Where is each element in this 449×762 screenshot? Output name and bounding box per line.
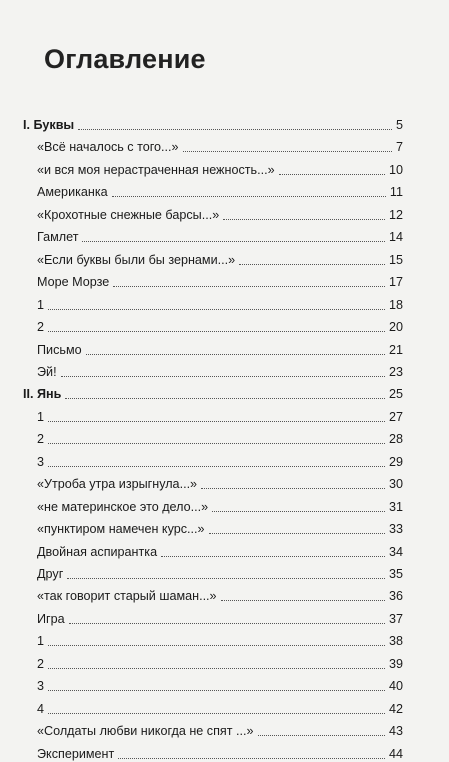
toc-entry-label: «пунктиром намечен курс...»: [37, 522, 205, 536]
toc-entry-label: «не материнское это дело...»: [37, 500, 209, 514]
dot-leader: [279, 174, 385, 175]
toc-entry-label: Друг: [37, 567, 64, 581]
dot-leader: [113, 286, 385, 287]
toc-entry-label: «Всё началось с того...»: [37, 140, 179, 154]
toc-entry-label: «Крохотные снежные барсы...»: [37, 208, 220, 222]
dot-leader: [48, 443, 385, 444]
toc-entry: [37, 679, 403, 694]
dot-leader: [48, 421, 385, 422]
toc-part-entry: [23, 387, 403, 402]
dot-leader: [82, 241, 385, 242]
toc-page-number: 5: [395, 118, 403, 132]
toc-page-number: 20: [388, 320, 403, 334]
toc-page-number: 35: [388, 567, 403, 581]
toc-page-number: 30: [388, 477, 403, 491]
toc-entry: [37, 702, 403, 717]
toc-entry: [37, 522, 403, 537]
toc-page-number: 40: [388, 679, 403, 693]
dot-leader: [69, 623, 385, 624]
toc-page-number: 10: [388, 163, 403, 177]
dot-leader: [223, 219, 385, 220]
toc-entry: [37, 343, 403, 358]
toc-entry-label: 2: [37, 432, 45, 446]
dot-leader: [65, 398, 385, 399]
dot-leader: [161, 556, 385, 557]
dot-leader: [201, 488, 385, 489]
toc-entry-label: 2: [37, 320, 45, 334]
toc-page-number: 44: [388, 747, 403, 761]
toc-entry: [37, 545, 403, 560]
dot-leader: [221, 600, 385, 601]
toc-entry-label: 1: [37, 634, 45, 648]
toc-page-number: 21: [388, 343, 403, 357]
toc-entry: [37, 298, 403, 313]
toc-page-number: 7: [395, 140, 403, 154]
toc-entry: [37, 410, 403, 425]
toc-entry-label: Письмо: [37, 343, 82, 357]
toc-entry-label: Эй!: [37, 365, 57, 379]
toc-entry-label: «так говорит старый шаман...»: [37, 589, 217, 603]
toc-entry-label: 3: [37, 679, 45, 693]
dot-leader: [239, 264, 385, 265]
dot-leader: [67, 578, 385, 579]
toc-entry: [37, 163, 403, 178]
dot-leader: [48, 668, 385, 669]
dot-leader: [209, 533, 385, 534]
toc-page-number: 15: [388, 253, 403, 267]
toc-page-number: 18: [388, 298, 403, 312]
dot-leader: [118, 758, 385, 759]
toc-entry-label: «Утроба утра изрыгнула...»: [37, 477, 198, 491]
toc-entry: [37, 612, 403, 627]
toc-entry-label: II. Янь: [23, 387, 62, 401]
toc-page-number: 28: [388, 432, 403, 446]
toc-entry-label: Эксперимент: [37, 747, 115, 761]
toc-entry-label: Игра: [37, 612, 65, 626]
toc-page-number: 12: [388, 208, 403, 222]
dot-leader: [86, 354, 385, 355]
toc-entry: [37, 365, 403, 380]
toc-entry-label: 1: [37, 410, 45, 424]
toc-page-number: 25: [388, 387, 403, 401]
toc-entry-label: «Солдаты любви никогда не спят ...»: [37, 724, 254, 738]
toc-entry-label: Американка: [37, 185, 108, 199]
toc-entry: [37, 657, 403, 672]
toc-entry: [37, 208, 403, 223]
toc-page-number: 38: [388, 634, 403, 648]
toc-entry-label: 3: [37, 455, 45, 469]
dot-leader: [48, 690, 385, 691]
toc-entry: [37, 455, 403, 470]
dot-leader: [48, 645, 385, 646]
toc-page-number: 14: [388, 230, 403, 244]
toc-entry: [37, 275, 403, 290]
dot-leader: [48, 466, 385, 467]
toc-page-number: 34: [388, 545, 403, 559]
toc-entry: [37, 634, 403, 649]
toc-entry: [37, 320, 403, 335]
toc-entry: [37, 589, 403, 604]
dot-leader: [183, 151, 392, 152]
toc-page-number: 27: [388, 410, 403, 424]
dot-leader: [78, 129, 392, 130]
toc-page-number: 33: [388, 522, 403, 536]
toc-page-number: 23: [388, 365, 403, 379]
dot-leader: [212, 511, 385, 512]
toc-page-number: 36: [388, 589, 403, 603]
toc-entry-label: «и вся моя нерастраченная нежность...»: [37, 163, 275, 177]
toc-entry-label: Двойная аспирантка: [37, 545, 158, 559]
dot-leader: [61, 376, 385, 377]
toc-page-number: 42: [388, 702, 403, 716]
toc-entry: [37, 230, 403, 245]
toc-entry-label: Море Морзе: [37, 275, 110, 289]
toc-entry: [37, 724, 403, 739]
toc-entry: [37, 140, 403, 155]
toc-page-number: 11: [389, 185, 403, 199]
toc-entry: [37, 567, 403, 582]
toc-entry-label: 2: [37, 657, 45, 671]
toc-page-number: 39: [388, 657, 403, 671]
toc-entry: [37, 432, 403, 447]
toc-page-number: 37: [388, 612, 403, 626]
dot-leader: [258, 735, 385, 736]
dot-leader: [48, 331, 385, 332]
dot-leader: [48, 713, 385, 714]
toc-page-number: 29: [388, 455, 403, 469]
toc-entry-label: 4: [37, 702, 45, 716]
toc-entry: [37, 185, 403, 200]
toc-entry-label: «Если буквы были бы зернами...»: [37, 253, 236, 267]
toc-entry: [37, 477, 403, 492]
dot-leader: [112, 196, 386, 197]
toc-page-number: 17: [388, 275, 403, 289]
toc-page-number: 43: [388, 724, 403, 738]
toc-entry: [37, 253, 403, 268]
toc-page-number: 31: [388, 500, 403, 514]
page-title: Оглавление: [44, 44, 206, 74]
dot-leader: [48, 309, 385, 310]
toc-part-entry: [23, 118, 403, 133]
toc-entry-label: I. Буквы: [23, 118, 75, 132]
toc-entry-label: Гамлет: [37, 230, 79, 244]
toc-entry: [37, 500, 403, 515]
toc-entry-label: 1: [37, 298, 45, 312]
toc-entry: [37, 747, 403, 762]
